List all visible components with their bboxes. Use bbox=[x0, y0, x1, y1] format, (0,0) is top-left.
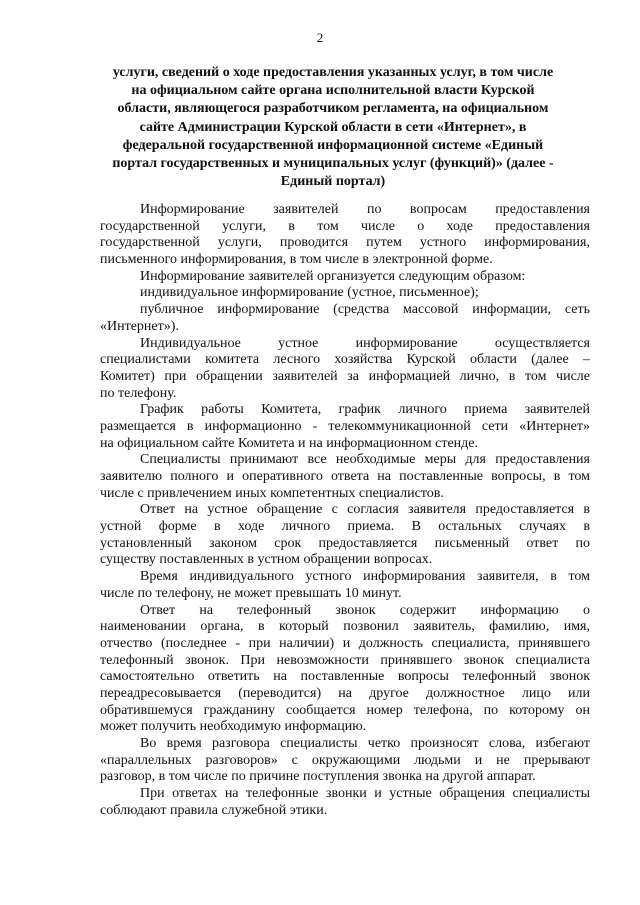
text-line: отчество (последнее - при наличии) и должность специалиста, принявшего bbox=[100, 635, 590, 651]
paragraph-oral-answer bbox=[100, 502, 590, 569]
text-line: устной форме в ходе личного приема. В остальных случаях в bbox=[100, 519, 590, 535]
text-line: специалистами комитета лесного хозяйства Курской области (далее – bbox=[100, 352, 590, 368]
paragraph-organization bbox=[100, 269, 590, 286]
text-line: письменного информирования, в том числе в электронной форме. bbox=[100, 252, 493, 268]
heading-line: сайте Администрации Курской области в сети «Интернет», в bbox=[139, 119, 527, 135]
text-line: разговор, в том числе по причине поступления звонка на другой аппарат. bbox=[100, 769, 536, 785]
text-line: Ответ на телефонный звонок содержит информацию о bbox=[140, 602, 590, 618]
text-line: государственной услуги, в том числе о ходе предоставления bbox=[100, 218, 590, 234]
text-line: на официальном сайте Комитета и на информационном стенде. bbox=[100, 435, 478, 451]
heading-line: портал государственных и муниципальных услуг (функций)» (далее - bbox=[112, 156, 554, 172]
text-line: наименовании органа, в который позвонил заявитель, фамилию, имя, bbox=[100, 619, 590, 635]
text-line: соблюдают правила служебной этики. bbox=[100, 802, 328, 818]
paragraph-phone-call bbox=[100, 603, 590, 737]
text-line: по телефону. bbox=[100, 385, 177, 401]
section-heading bbox=[98, 64, 568, 191]
text-line: При ответах на телефонные звонки и устные обращения специалисты bbox=[140, 786, 590, 802]
heading-line: на официальном сайте органа исполнительной власти Курской bbox=[131, 83, 535, 99]
text-line: Индивидуальное устное информирование осуществляется bbox=[140, 335, 590, 351]
paragraph-public bbox=[100, 302, 590, 335]
paragraph-specialists bbox=[100, 452, 590, 502]
text-line: «параллельных разговоров» с окружающими людьми и не прерывают bbox=[100, 752, 590, 768]
text-line: График работы Комитета, график личного приема заявителей bbox=[140, 402, 590, 418]
text-line: переадресовывается (переводится) на другое должностное лицо или bbox=[100, 685, 590, 701]
text-line: существу поставленных в устном обращении вопросах. bbox=[100, 552, 433, 568]
text-line: Информирование заявителей по вопросам предоставления bbox=[140, 202, 590, 217]
paragraph-individual bbox=[100, 285, 590, 302]
heading-line: федеральной государственной информационной системе «Единый bbox=[122, 137, 544, 153]
text-line: телефонный звонок. При невозможности принявшего звонок специалиста bbox=[100, 652, 590, 668]
heading-line: услуги, сведений о ходе предоставления указанных услуг, в том числе bbox=[112, 65, 554, 80]
text-line: Специалисты принимают все необходимые меры для предоставления bbox=[140, 452, 590, 468]
heading-line: области, являющегося разработчиком регламента, на официальном bbox=[117, 101, 549, 117]
text-line: самостоятельно ответить на поставленные вопросы телефонный звонок bbox=[100, 669, 590, 685]
text-line: числе по телефону, не может превышать 10 минут. bbox=[100, 585, 402, 601]
text-line: Информирование заявителей организуется следующим образом: bbox=[140, 268, 526, 284]
text-line: заявителю полного и оперативного ответа на поставленные вопросы, в том bbox=[100, 469, 590, 484]
text-line: «Интернет»). bbox=[100, 318, 179, 334]
document-body bbox=[100, 202, 590, 819]
text-line: обратившемуся гражданину сообщается номер телефона, по которому он bbox=[100, 702, 590, 718]
text-line: установленный законом срок предоставляется письменный ответ по bbox=[100, 535, 590, 551]
paragraph-individual-oral bbox=[100, 336, 590, 403]
paragraph-time-limit bbox=[100, 569, 590, 602]
text-line: числе с привлечением иных компетентных специалистов. bbox=[100, 485, 444, 501]
text-line: государственной услуги, проводится путем устного информирования, bbox=[100, 235, 590, 251]
text-line: Во время разговора специалисты четко произносят слова, избегают bbox=[140, 736, 590, 751]
text-line: Комитет) при обращении заявителей за информацией лично, в том числе bbox=[100, 368, 590, 384]
paragraph-conversation bbox=[100, 736, 590, 786]
paragraph-informing bbox=[100, 202, 590, 269]
paragraph-schedule bbox=[100, 402, 590, 452]
text-line: публичное информирование (средства массовой информации, сеть bbox=[140, 302, 590, 318]
paragraph-ethics bbox=[100, 786, 590, 819]
text-line: Ответ на устное обращение с согласия заявителя предоставляется в bbox=[140, 502, 590, 518]
text-line: Время индивидуального устного информирования заявителя, в том bbox=[140, 569, 590, 585]
text-line: размещается в информационно - телекоммуникационной сети «Интернет» bbox=[100, 418, 590, 434]
page-number: 2 bbox=[316, 30, 324, 45]
text-line: индивидуальное информирование (устное, письменное); bbox=[140, 285, 479, 301]
heading-line: Единый портал) bbox=[280, 174, 386, 190]
text-line: может получить необходимую информацию. bbox=[100, 719, 367, 735]
